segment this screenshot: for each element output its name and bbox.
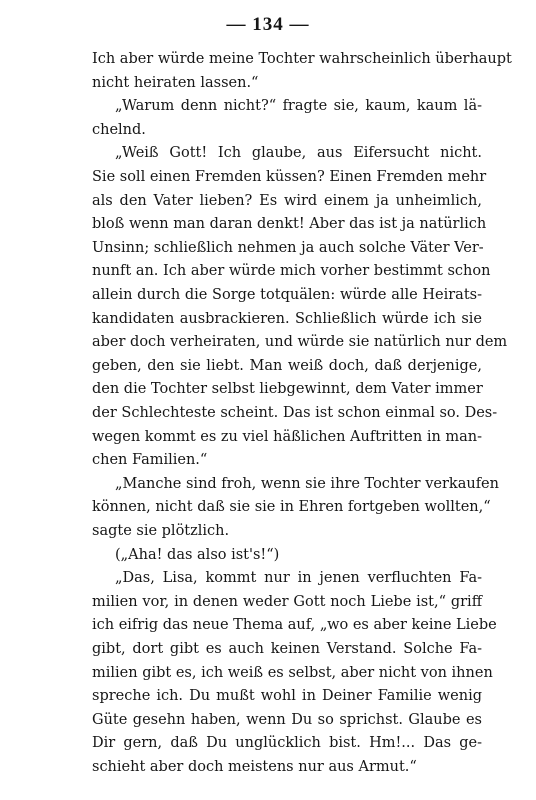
text-line: aber doch verheiraten, und würde sie natürlich nur dem	[92, 334, 508, 351]
text-line: wegen kommt es zu viel häßlichen Auftritten in man-	[92, 428, 483, 445]
text-line: Dir gern, daß Du unglücklich bist. Hm!... Das ge-	[92, 735, 482, 752]
text-line: bloß wenn man daran denkt! Aber das ist ja natürlich	[92, 216, 487, 233]
text-line: Ich aber würde meine Tochter wahrscheinlich überhaupt	[92, 51, 512, 67]
text-line: nunft an. Ich aber würde mich vorher bestimmt schon	[92, 263, 491, 280]
text-line: schieht aber doch meistens nur aus Armut.“	[92, 759, 417, 775]
text-line: Sie soll einen Fremden küssen? Einen Fremden mehr	[92, 169, 487, 185]
text-line: chelnd.	[92, 121, 146, 138]
text-line: („Aha! das also ist's!“)	[115, 546, 280, 563]
text-line: als den Vater lieben? Es wird einem ja unheimlich,	[92, 192, 482, 209]
text-line: kandidaten ausbrackieren. Schließlich würde ich sie	[92, 310, 482, 327]
text-line: milien gibt es, ich weiß es selbst, aber nicht von ihnen	[92, 664, 493, 681]
text-line: Unsinn; schließlich nehmen ja auch solche Väter Ver-	[92, 239, 484, 256]
text-line: spreche ich. Du mußt wohl in Deiner Familie wenig	[92, 688, 482, 705]
text-line: der Schlechteste scheint. Das ist schon einmal so. Des-	[92, 405, 498, 421]
text-line: „Das, Lisa, kommt nur in jenen verfluchten Fa-	[115, 570, 482, 587]
text-line: milien vor, in denen weder Gott noch Liebe ist,“ griff	[92, 593, 482, 610]
text-line: „Manche sind froh, wenn sie ihre Tochter verkaufen	[115, 475, 499, 492]
text-line: können, nicht daß sie sie in Ehren fortgeben wollten,“	[92, 499, 491, 516]
page-number: — 134 —	[226, 14, 310, 35]
text-line: „Warum denn nicht?“ fragte sie, kaum, kaum lä-	[115, 98, 482, 115]
text-line: chen Familien.“	[92, 452, 208, 469]
text-line: sagte sie plötzlich.	[92, 523, 230, 539]
text-line: Güte gesehn haben, wenn Du so sprichst. Glaube es	[92, 711, 482, 728]
text-line: gibt, dort gibt es auch keinen Verstand. Solche Fa-	[92, 641, 482, 657]
text-line: allein durch die Sorge totquälen: würde alle Heirats-	[92, 287, 482, 303]
text-line: den die Tochter selbst liebgewinnt, dem Vater immer	[92, 381, 483, 398]
text-line: geben, den sie liebt. Man weiß doch, daß derjenige,	[92, 357, 482, 374]
text-line: nicht heiraten lassen.“	[92, 74, 259, 91]
text-line: „Weiß Gott! Ich glaube, aus Eifersucht nicht.	[115, 145, 482, 162]
text-line: ich eifrig das neue Thema auf, „wo es aber keine Liebe	[92, 617, 497, 634]
